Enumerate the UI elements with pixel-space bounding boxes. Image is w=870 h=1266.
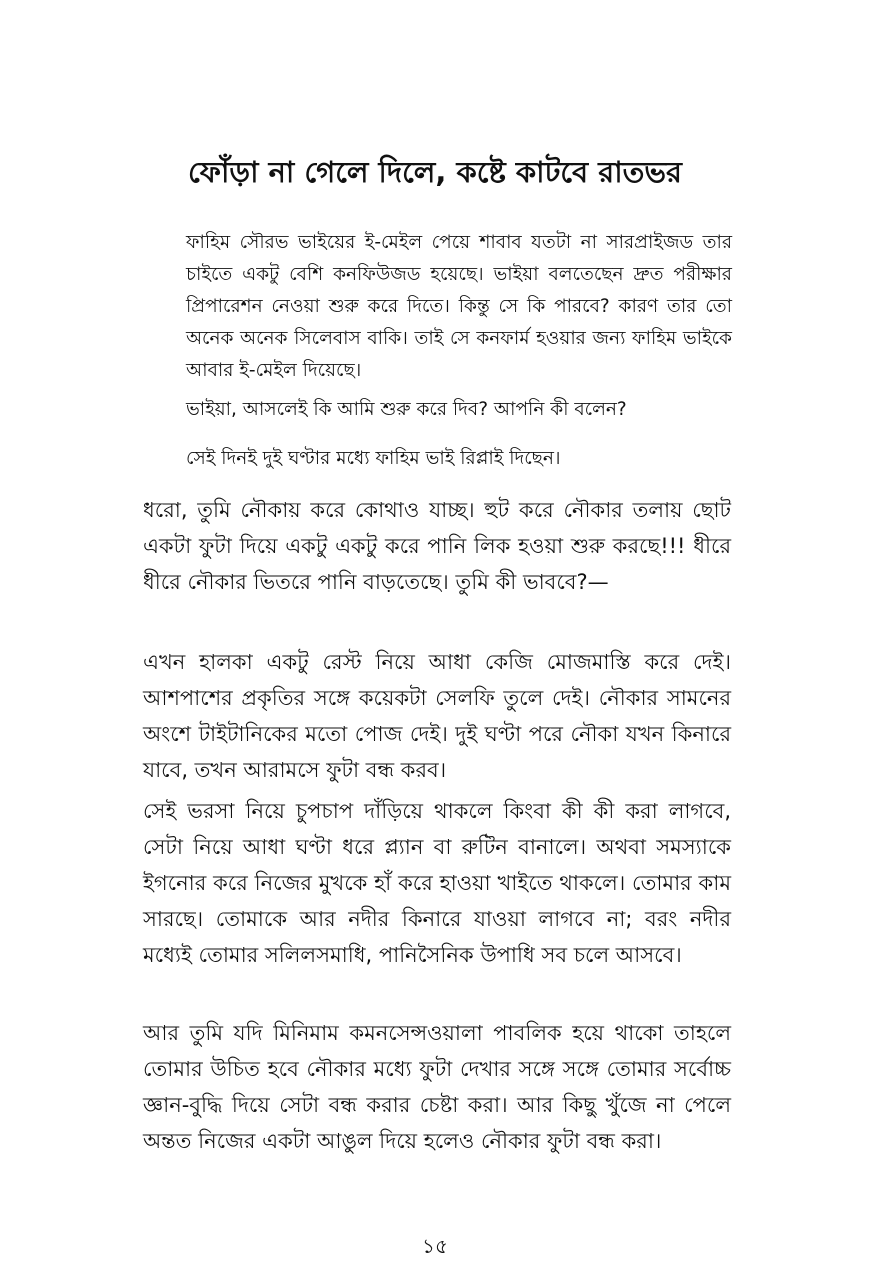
body-paragraph-1: ধরো, তুমি নৌকায় করে কোথাও যাচ্ছ। হুট করে নৌকার তলায় ছোট একটা ফুটা দিয়ে একটু একটু করে পানি লিক হওয়া শুরু করছে!!! ধীরে ধীরে নৌকার ভিতরে পানি বাড়তেছে। তুমি কী ভাববে?— bbox=[143, 498, 731, 594]
page-number: ১৫ bbox=[422, 1234, 448, 1258]
body-paragraph-2: এখন হালকা একটু রেস্ট নিয়ে আধা কেজি মোজমাস্তি করে দেই। আশপাশের প্রকৃতির সঙ্গে কয়েকটা সেলফি তুলে দেই। নৌকার সামনের অংশে টাইটানিকের মতো পোজ দেই। দুই ঘণ্টা পরে নৌকা যখন কিনারে যাবে, তখন আরামসে ফুটা বন্ধ করব। bbox=[143, 650, 731, 782]
body-paragraph-4: আর তুমি যদি মিনিমাম কমনসেন্সওয়ালা পাবলিক হয়ে থাকো তাহলে তোমার উচিত হবে নৌকার মধ্যে ফুটা দেখার সঙ্গে সঙ্গে তোমার সর্বোচ্চ জ্ঞান-বুদ্ধি দিয়ে সেটা বন্ধ করার চেষ্টা করা। আর কিছু খুঁজে না পেলে অন্তত নিজের একটা আঙুল দিয়ে হলেও নৌকার ফুটা বন্ধ করা। bbox=[143, 1021, 731, 1153]
quoted-email-paragraph-3: সেই দিনই দুই ঘণ্টার মধ্যে ফাহিম ভাই রিপ্লাই দিছেন। bbox=[186, 448, 561, 469]
quoted-email-paragraph-2: ভাইয়া, আসলেই কি আমি শুরু করে দিব? আপনি কী বলেন? bbox=[186, 399, 627, 420]
body-paragraph-3: সেই ভরসা নিয়ে চুপচাপ দাঁড়িয়ে থাকলে কিংবা কী কী করা লাগবে, সেটা নিয়ে আধা ঘণ্টা ধরে প্ল্যান বা রুটিন বানালে। অথবা সমস্যাকে ইগনোর করে নিজের মুখকে হাঁ করে হাওয়া খাইতে থাকলে। তোমার কাম সারছে। তোমাকে আর নদীর কিনারে যাওয়া লাগবে না; বরং নদীর মধ্যেই তোমার সলিলসমাধি, পানিসৈনিক উপাধি সব চলে আসবে। bbox=[143, 799, 731, 967]
quoted-email-paragraph-1: ফাহিম সৌরভ ভাইয়ের ই-মেইল পেয়ে শাবাব যতটা না সারপ্রাইজড তার চাইতে একটু বেশি কনফিউজড হয়েছে। ভাইয়া বলতেছেন দ্রুত পরীক্ষার প্রিপারেশন নেওয়া শুরু করে দিতে। কিন্তু সে কি পারবে? কারণ তার তো অনেক অনেক সিলেবাস বাকি। তাই সে কনফার্ম হওয়ার জন্য ফাহিম ভাইকে আবার ই-মেইল দিয়েছে। bbox=[186, 232, 732, 381]
chapter-title: ফোঁড়া না গেলে দিলে, কষ্টে কাটবে রাতভর bbox=[188, 155, 682, 189]
